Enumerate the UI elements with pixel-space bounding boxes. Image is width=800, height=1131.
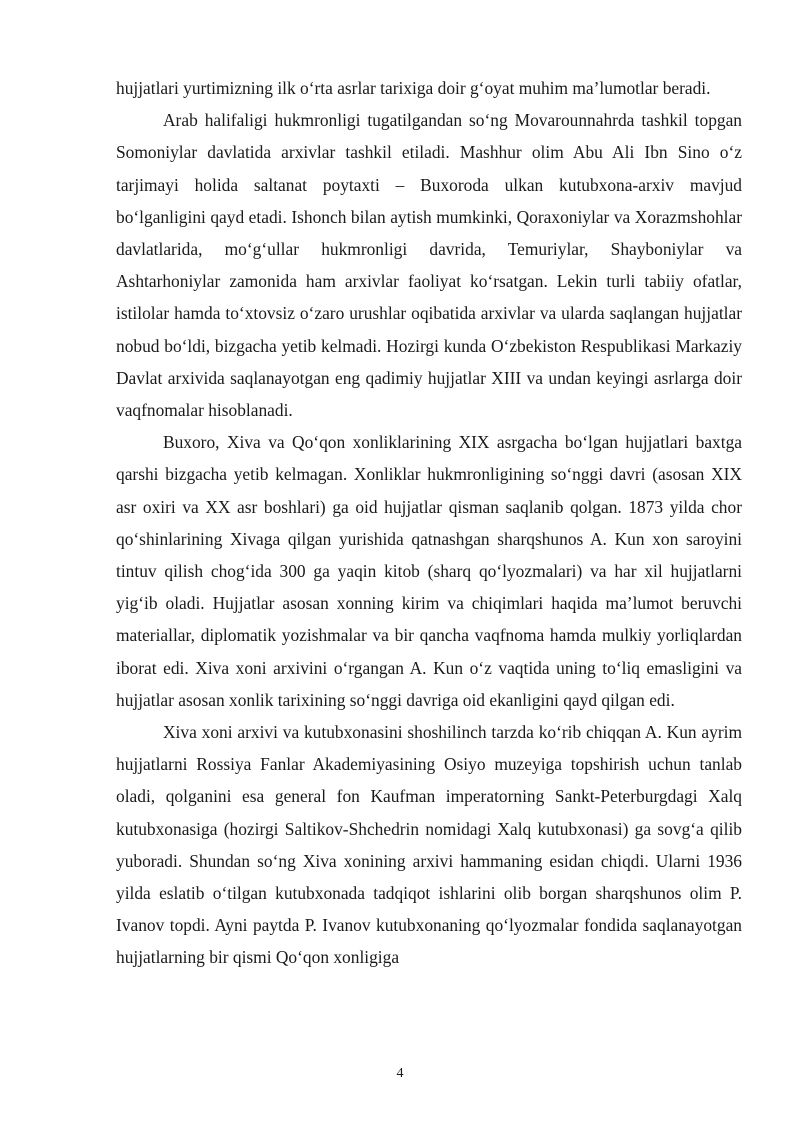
paragraph-somoniylar-archives: Arab halifaligi hukmronligi tugatilgandan so‘ng Movarounnahrda tashkil topgan Somoniylar davlatida arxivlar tashkil etiladi. Mashhur olim Abu Ali Ibn Sino o‘z tarjimayi holida saltanat poytaxti – Buxoroda ulkan kutubxona-arxiv mavjud bo‘lganligini qayd etadi. Ishonch bilan aytish mumkinki, Qoraxoniylar va Xorazmshohlar davlatlarida, mo‘g‘ullar hukmronligi davrida, Temuriylar, Shayboniylar va Ashtarhoniylar zamonida ham arxivlar faoliyat ko‘rsatgan. Lekin turli tabiiy ofatlar, istilolar hamda to‘xtovsiz o‘zaro urushlar oqibatida arxivlar va ularda saqlangan hujjatlar nobud bo‘ldi, bizgacha yetib kelmadi. Hozirgi kunda O‘zbekiston Respublikasi Markaziy Davlat arxivida saqlanayotgan eng qadimiy hujjatlar XIII va undan keyingi asrlarga doir vaqfnomalar hisoblanadi.	[116, 110, 742, 421]
paragraph-khiva-archive: Xiva xoni arxivi va kutubxonasini shoshilinch tarzda ko‘rib chiqqan A. Kun ayrim hujjatlarni Rossiya Fanlar Akademiyasining Osiyo muzeyiga topshirish uchun tanlab oladi, qolganini esa general fon Kaufman imperatorning Sankt-Peterburgdagi Xalq kutubxonasiga (hozirgi Saltikov-Shchedrin nomidagi Xalq kutubxonasi) ga sovg‘a qilib yuboradi. Shundan so‘ng Xiva xonining arxivi hammaning esidan chiqdi. Ularni 1936 yilda eslatib o‘tilgan kutubxonada tadqiqot ishlarini olib borgan sharqshunos olim P. Ivanov topdi. Ayni paytda P. Ivanov kutubxonaning qo‘lyozmalar fondida saqlanayotgan hujjatlarning bir qismi Qo‘qon xonligiga	[116, 722, 742, 968]
paragraph-continuation: hujjatlari yurtimizning ilk o‘rta asrlar tarixiga doir g‘oyat muhim ma’lumotlar beradi.	[116, 78, 711, 98]
document-body	[116, 72, 742, 974]
page-number: 4	[396, 1066, 404, 1081]
paragraph-khanate-documents: Buxoro, Xiva va Qo‘qon xonliklarining XIX asrgacha bo‘lgan hujjatlari baxtga qarshi bizgacha yetib kelmagan. Xonliklar hukmronligining so‘nggi davri (asosan XIX asr oxiri va XX asr boshlari) ga oid hujjatlar qisman saqlanib qolgan. 1873 yilda chor qo‘shinlarining Xivaga qilgan yurishida qatnashgan sharqshunos A. Kun xon saroyini tintuv qilish chog‘ida 300 ga yaqin kitob (sharq qo‘lyozmalari) va har xil hujjatlarni yig‘ib oladi. Hujjatlar asosan xonning kirim va chiqimlari haqida ma’lumot beruvchi materiallar, diplomatik yozishmalar va bir qancha vaqfnoma hamda mulkiy yorliqlardan iborat edi. Xiva xoni arxivini o‘rgangan A. Kun o‘z vaqtida uning to‘liq emasligini va hujjatlar asosan xonlik tarixining so‘nggi davriga oid ekanligini qayd qilgan edi.	[116, 432, 742, 710]
